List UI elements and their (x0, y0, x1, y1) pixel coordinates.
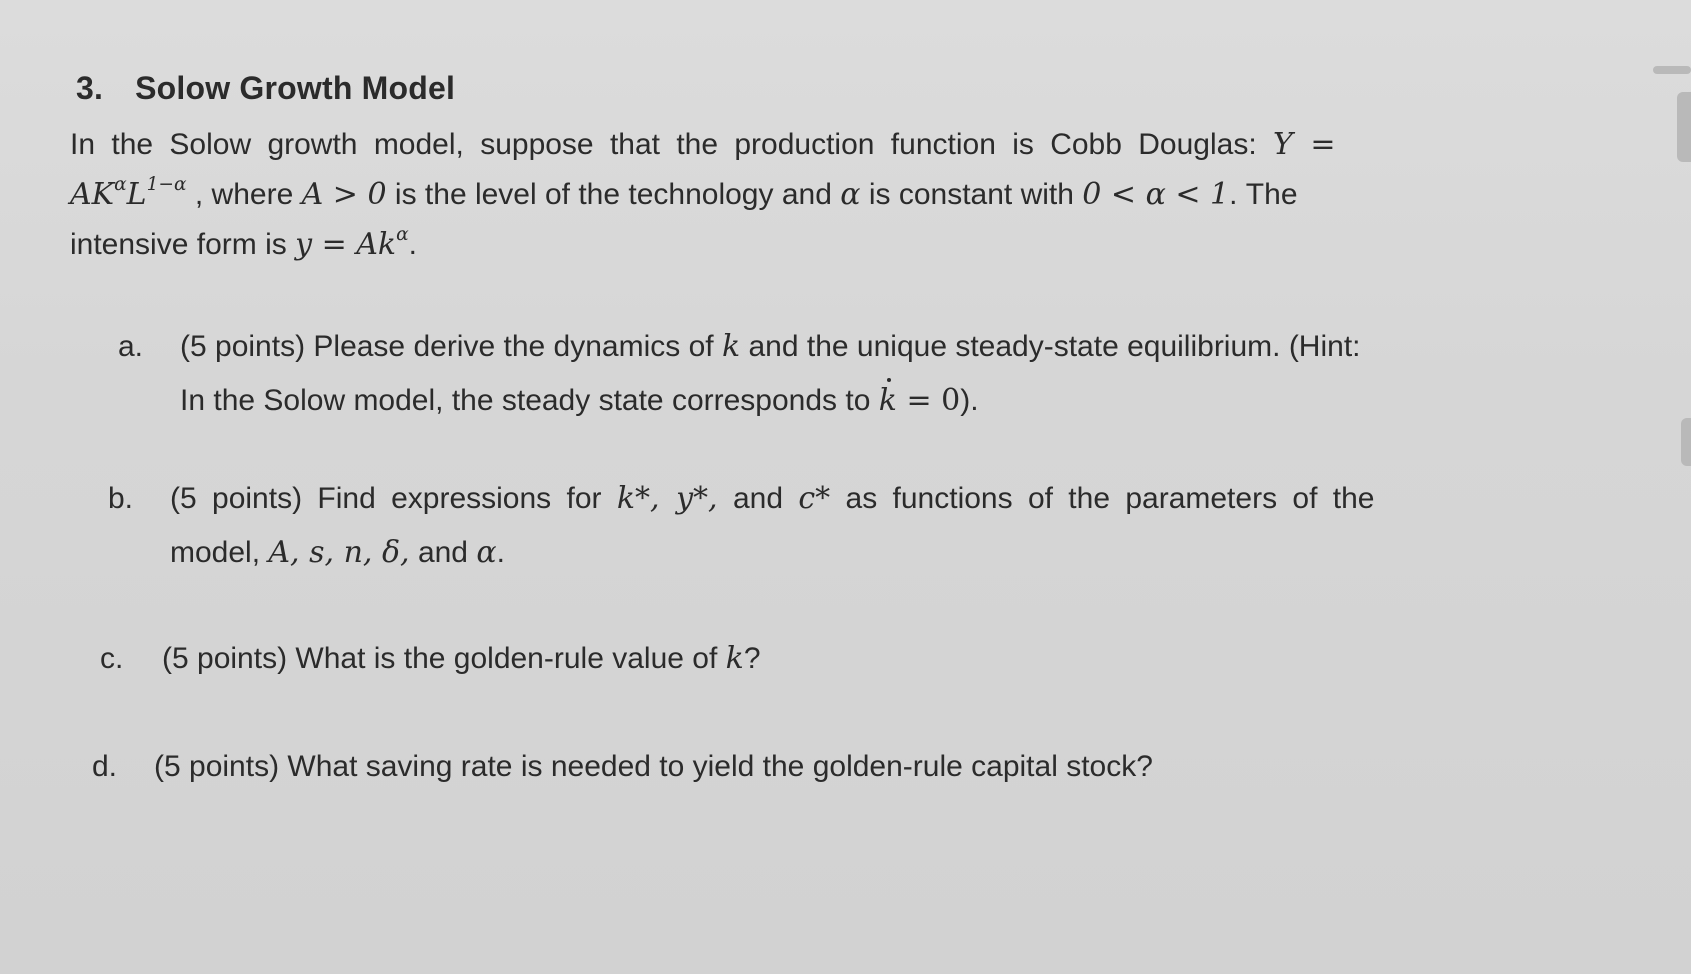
question-part-c (100, 632, 1500, 688)
math-term: y = Ak (295, 227, 397, 262)
part-math: k (721, 329, 741, 364)
part-body (170, 472, 1570, 580)
intro-math (295, 224, 409, 262)
part-text: and (732, 482, 784, 515)
part-line (170, 472, 1570, 526)
problem-number: 3. (76, 70, 104, 106)
problem-heading (76, 70, 455, 107)
part-text: (5 points) Please derive the dynamics of (180, 330, 714, 363)
intro-math (70, 174, 187, 212)
part-line (180, 320, 1560, 374)
problem-intro (70, 120, 1570, 270)
part-body (154, 740, 1454, 794)
math-term: = 0 (896, 383, 961, 418)
question-part-a (118, 320, 1568, 430)
part-marker: a. (118, 330, 144, 363)
part-text: as functions of the parameters of the (845, 482, 1375, 515)
part-marker: d. (92, 750, 118, 783)
math-term: AK (70, 177, 115, 212)
page-edge-mark (1681, 418, 1691, 466)
part-marker: b. (108, 482, 134, 515)
intro-text: is the level of the technology and (394, 178, 832, 211)
math-exponent: 1−α (146, 174, 187, 196)
math-exponent: α (396, 224, 409, 246)
part-body (180, 320, 1560, 428)
intro-line-1 (70, 120, 1570, 170)
math-exponent: α (114, 174, 127, 196)
part-marker: c. (100, 642, 124, 675)
intro-text: intensive form is (70, 228, 287, 261)
intro-text: , where (194, 178, 294, 211)
intro-text: . (408, 228, 418, 261)
intro-text: In the Solow growth model, suppose that the production function is Cobb Douglas: (70, 128, 1257, 161)
intro-math: 0 < α < 1 (1082, 177, 1230, 212)
question-part-b (108, 472, 1578, 582)
intro-line-3 (70, 220, 1570, 270)
part-body (162, 632, 1462, 686)
math-term: L (126, 177, 147, 212)
part-math: A, s, n, δ, (268, 535, 410, 570)
page-edge-mark (1677, 92, 1691, 162)
part-text: and the unique steady-state equilibrium. (Hint: (748, 330, 1361, 363)
part-math: k (725, 641, 744, 676)
part-text: (5 points) What is the golden-rule value of (162, 642, 718, 675)
part-line (170, 526, 1570, 580)
intro-text: . The (1229, 178, 1298, 211)
part-text: . (496, 536, 505, 569)
part-text: model, (170, 536, 261, 569)
part-text: and (417, 536, 468, 569)
intro-math: A > 0 (301, 177, 387, 212)
intro-math: α (840, 177, 861, 212)
intro-line-2 (70, 170, 1570, 220)
k-dot-symbol: k (879, 374, 897, 428)
part-line (180, 374, 1560, 428)
part-text: (5 points) Find expressions for (170, 482, 602, 515)
question-part-d (92, 740, 1492, 796)
intro-text: is constant with (868, 178, 1074, 211)
part-text: In the Solow model, the steady state corresponds to (180, 384, 871, 417)
part-text: (5 points) What saving rate is needed to yield the golden-rule capital stock? (154, 750, 1153, 783)
part-math (879, 383, 960, 418)
problem-title: Solow Growth Model (135, 70, 456, 106)
intro-math: Y = (1273, 127, 1336, 162)
part-text: ? (743, 642, 761, 675)
page-edge-mark (1653, 66, 1691, 74)
part-math: c* (798, 481, 831, 516)
part-math: k*, y*, (616, 481, 718, 516)
part-math: α (476, 535, 497, 570)
part-text: ). (960, 384, 979, 417)
